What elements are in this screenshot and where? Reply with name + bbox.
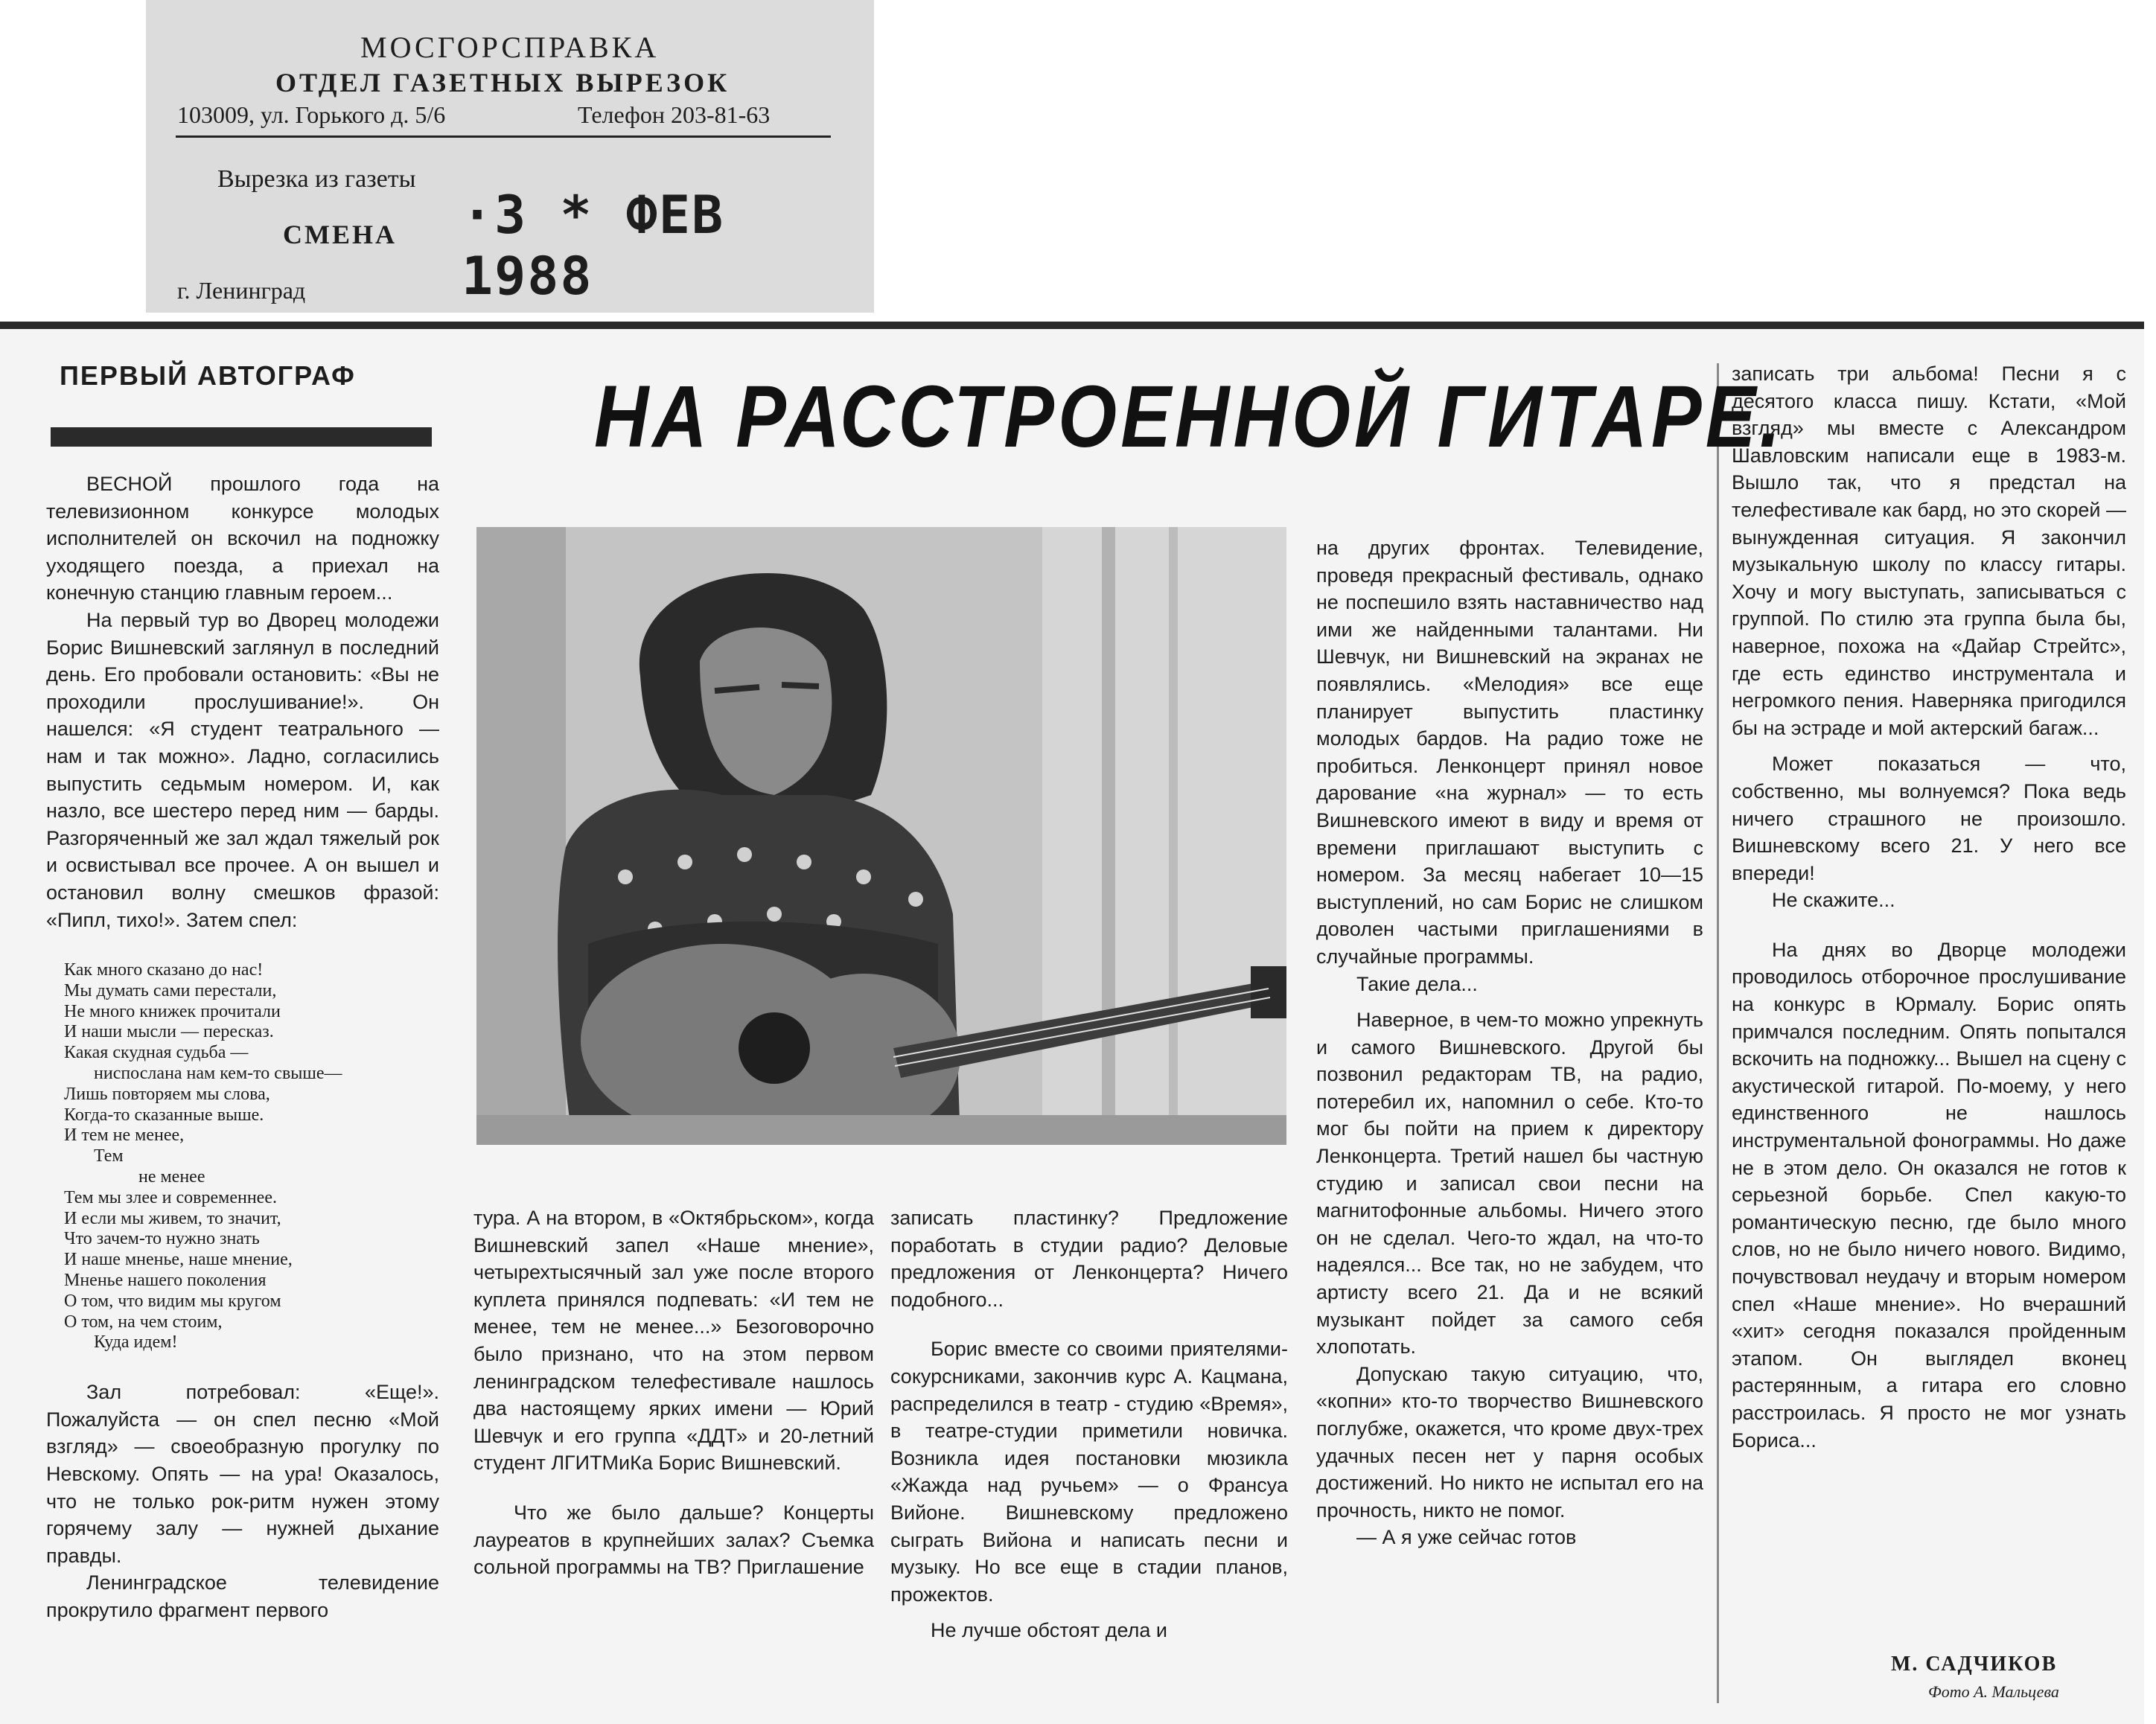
rubric-bar xyxy=(51,427,432,447)
clipping-stamp xyxy=(146,0,874,313)
top-rule xyxy=(0,322,2144,329)
poem-line: Как много сказано до нас! xyxy=(64,960,264,980)
stamp-phone: Телефон 203-81-63 xyxy=(578,101,771,128)
poem-line: О том, что видим мы кругом xyxy=(64,1291,281,1311)
article-column-4 xyxy=(1316,534,1703,1551)
poem-line: И тем не менее, xyxy=(64,1126,185,1146)
photo-musician-with-guitar xyxy=(476,527,1286,1145)
article-column-5 xyxy=(1732,360,2126,1454)
paragraph: Борис вместе со своими приятелями-сокурсниками, закончив курс А. Кацмана, распределился в театр - студию «Время», в театре-студии приметили новичка. Возникла идея постановки мюзикла «Жажда над ручьем» — о Франсуа Вийоне. Вишневскому предложено сыграть Вийона и написать песни и музыку. Но все еще в стадии планов, прожектов. xyxy=(890,1338,1288,1606)
paragraph: тура. А на втором, в «Октябрьском», когда Вишневский запел «Наше мнение», четырехтысячный зал уже после второго куплета принялся подпевать: «И тем не менее, тем не менее...» Безоговорочно было признано, что на этом первом ленинградском телефестивале нашлось два настоящему ярких имени — Юрий Шевчук и его группа «ДДТ» и 20-летний студент ЛГИТМиКа Борис Вишневский. xyxy=(473,1207,874,1475)
stamp-date: ·3 * ФЕВ 1988 xyxy=(462,185,725,307)
paragraph: Что же было дальше? Концерты лауреатов в крупнейших залах? Съемка сольной программы на ТВ? Приглашение xyxy=(473,1501,874,1579)
stamp-divider xyxy=(176,135,831,138)
stamp-city: г. Ленинград xyxy=(177,277,306,304)
paragraph: записать три альбома! Песни я с десятого класса пишу. Кстати, «Мой взгляд» мы вместе с Александром Шавловским написали еще в 1983-м. Вышло так, что я предстал на телефестивале как бард, но это скорей — вынужденная ситуация. Я закончил музыкальную школу по классу гитары. Хочу и могу выступать, записываться с группой. По стилю эта группа была бы, наверное, похожа на «Дайар Стрейтс», где есть единство инструментала и негромкого пения. Наверняка пригодился бы на эстраде и мой актерский багаж... xyxy=(1732,363,2126,739)
poem-line: Куда идем! xyxy=(94,1332,178,1353)
poem-line: Не много книжек прочитали xyxy=(64,1001,281,1021)
author-signature: М. САДЧИКОВ xyxy=(1891,1653,2058,1676)
paragraph: Не лучше обстоят дела и xyxy=(931,1619,1167,1642)
poem-line: И наше мненье, наше мнение, xyxy=(64,1250,293,1270)
article-column-1 xyxy=(46,470,439,1624)
stamp-newspaper-name: СМЕНА xyxy=(283,220,397,249)
stamp-clip-label: Вырезка из газеты xyxy=(217,165,416,193)
rubric: ПЕРВЫЙ АВТОГРАФ xyxy=(60,360,356,391)
paragraph: Зал потребовал: «Еще!». Пожалуйста — он спел песню «Мой взгляд» — своеобразную прогулку по Невскому. Опять — на ура! Оказалось, что не только рок-ритм нужен этому горячему залу — нужней дыхание правды. xyxy=(46,1381,439,1567)
poem-line: Что зачем-то нужно знать xyxy=(64,1229,260,1249)
poem-line: Лишь повторяем мы слова, xyxy=(64,1084,270,1104)
article-photo xyxy=(476,527,1286,1145)
stamp-address: 103009, ул. Горького д. 5/6 xyxy=(177,101,446,128)
stamp-department: ОТДЕЛ ГАЗЕТНЫХ ВЫРЕЗОК xyxy=(275,68,730,98)
headline: НА РАССТРОЕННОЙ ГИТАРЕ. xyxy=(594,368,1785,466)
paragraph: записать пластинку? Предложение поработать в студии радио? Деловые предложения от Ленконцерта? Ничего подобного... xyxy=(890,1207,1288,1311)
paragraph: На днях во Дворце молодежи проводилось отборочное прослушивание на конкурс в Юрмалу. Борис опять примчался последним. Опять попытался вскочить на подножку... Вышел на сцену с акустической гитарой. По-моему, у него единственного не нашлось инструментальной фонограммы. Но даже не в этом дело. Он оказался не готов к серьезной борьбе. Спел какую-то романтическую песню, где было много слов, но не было ничего нового. Видимо, почувствовал неудачу и вторым номером спел «Наше мнение». Но вчерашний «хит» сегодня показался пройденным этапом. Он выглядел вконец растерянным, а гитара его словно расстроилась. Я просто не мог узнать Бориса... xyxy=(1732,938,2126,1452)
newspaper-clipping xyxy=(0,322,2144,1724)
poem-line: И если мы живем, то значит, xyxy=(64,1208,281,1228)
poem-line: Мы думать сами перестали, xyxy=(64,980,277,1000)
paragraph: — А я уже сейчас готов xyxy=(1356,1526,1577,1549)
poem-line: Какая скудная судьба — xyxy=(64,1043,249,1063)
poem-line: И наши мысли — пересказ. xyxy=(64,1022,274,1042)
poem-line: Мненье нашего поколения xyxy=(64,1271,267,1291)
poem xyxy=(64,960,439,1353)
column-divider xyxy=(1717,363,1719,1703)
poem-line: не менее xyxy=(138,1167,205,1187)
poem-line: ниспослана нам кем-то свыше— xyxy=(94,1064,342,1084)
paragraph: Может показаться — что, собственно, мы волнуемся? Пока ведь ничего страшного не произошло. Вишневскому всего 21. У него все впереди! xyxy=(1732,753,2126,884)
paragraph: ВЕСНОЙ прошлого года на телевизионном конкурсе молодых исполнителей он вскочил на подножку уходящего поезда, а приехал на конечную станцию главным героем... xyxy=(46,473,439,604)
stamp-org: МОСГОРСПРАВКА xyxy=(360,31,660,64)
paragraph: Такие дела... xyxy=(1356,972,1478,995)
paragraph: На первый тур во Дворец молодежи Борис Вишневский заглянул в последний день. Его пробовали остановить: «Вы не проходили прослушивание!». Он нашелся: «Я студент театрального — нам и так можно». Ладно, согласились выпустить седьмым номером. И, как назло, все шестеро перед ним — барды. Разгоряченный же зал ждал тяжелый рок и освистывал все прочее. А он вышел и остановил волну смешков фразой: «Пипл, тихо!». Затем спел: xyxy=(46,608,439,931)
article-column-3 xyxy=(890,1204,1288,1644)
poem-line: Тем мы злее и современнее. xyxy=(64,1187,277,1207)
paragraph: Допускаю такую ситуацию, что, «копни» кто-то творчество Вишневского поглубже, окажется, что кроме двух-трех удачных песен нет у парня особых достижений. Но никто не испытал его на прочность, никто не помог. xyxy=(1316,1362,1703,1522)
paragraph: на других фронтах. Телевидение, проведя прекрасный фестиваль, однако не поспешило взять наставничество над ими же найденными талантами. Ни Шевчук, ни Вишневский на экранах не появлялись. «Мелодия» все еще планирует выпустить пластинку молодых бардов. На радио тоже не пробиться. Ленконцерт принял новое дарование «на журнал» — то есть Вишневского имеют в виду и время от времени приглашают выступить с номером. За месяц набегает 10—15 выступлений, но сам Борис не слишком доволен частыми приглашениями в случайные программы. xyxy=(1316,537,1703,968)
poem-line: О том, на чем стоим, xyxy=(64,1312,223,1332)
article-column-2 xyxy=(473,1204,874,1581)
paragraph: Ленинградское телевидение прокрутило фрагмент первого xyxy=(46,1571,439,1621)
paragraph: Наверное, в чем-то можно упрекнуть и самого Вишневского. Другой бы позвонил редакторам ТВ, на радио, потеребил их, напомнил о себе. Кто-то мог бы пойти на прием к директору Ленконцерта. Третий нашел бы частную студию и записал свои песни на магнитофонные альбомы. Ничего этого он не сделал. Чего-то ждал, на что-то надеялся... Все так, но не забудем, что артисту всего 21. Да и не всякий музыкант пойдет за самого себя хлопотать. xyxy=(1316,1009,1703,1359)
poem-line: Когда-то сказанные выше. xyxy=(64,1105,264,1125)
paragraph: Не скажите... xyxy=(1772,889,1895,912)
poem-line: Тем xyxy=(94,1146,124,1166)
photo-credit: Фото А. Мальцева xyxy=(1928,1682,2059,1701)
